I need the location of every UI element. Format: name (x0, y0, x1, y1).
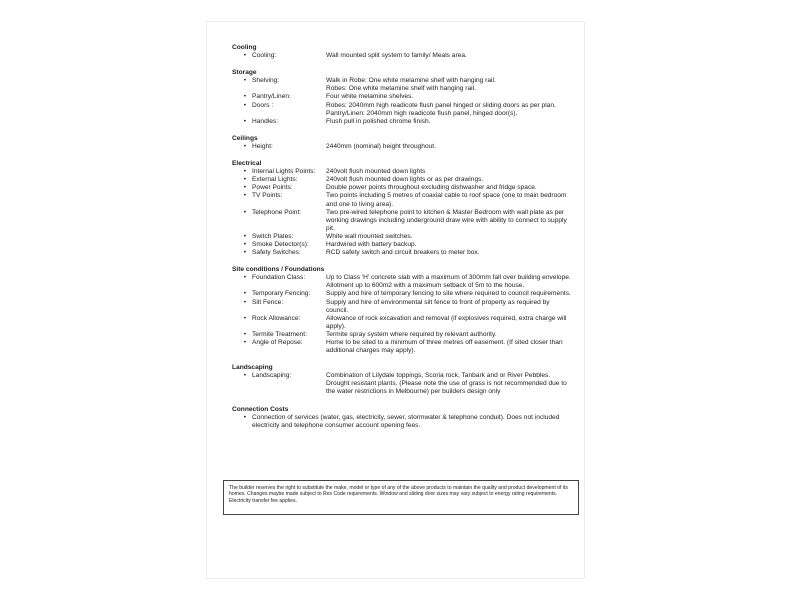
spec-value: Supply and hire of temporary fencing to site where required to council requirements. (326, 290, 571, 298)
spec-value: Termite spray system where required by relevant authority. (326, 330, 497, 338)
spec-row (232, 143, 572, 151)
spec-value: Home to be sited to a minimum of three metres off easement. (If sited closer than additional charges may apply). (326, 339, 563, 355)
spec-value: Two points including 5 metres of coaxial cable to roof space (one to main bedroom and one to living area). (326, 192, 567, 208)
spec-label: External Lights: (252, 176, 298, 184)
bullet-icon: • (243, 372, 246, 380)
bullet-icon: • (243, 314, 246, 322)
spec-row (232, 274, 572, 290)
bullet-icon: • (243, 93, 246, 101)
spec-row (232, 168, 572, 176)
spec-row (232, 241, 572, 249)
spec-value: White wall mounted switches. (326, 232, 413, 240)
spec-value: Allowance of rock excavation and removal (if explosives required, extra charge will apply). (326, 314, 567, 330)
spec-label: Power Points: (252, 184, 293, 192)
spec-row (232, 331, 572, 339)
spec-label: Telephone Point: (252, 208, 302, 216)
spec-label: TV Points: (252, 192, 283, 200)
spec-value: Two pre-wired telephone point to kitchen & Master Bedroom with wall plate as per working drawings including underground draw wire with ability to connect to supply pit. (326, 208, 567, 232)
bullet-icon: • (243, 274, 246, 282)
bullet-icon: • (243, 176, 246, 184)
spec-value: Wall mounted split system to family/ Meals area. (326, 52, 467, 60)
section-title-site-conditions: Site conditions / Foundations (232, 266, 325, 274)
spec-row (232, 102, 572, 118)
bullet-icon: • (243, 101, 246, 109)
spec-label: Safety Switches: (252, 249, 301, 257)
spec-label: Handles: (252, 117, 279, 125)
spec-label: Termite Treatment: (252, 330, 307, 338)
spec-value: Flush pull in polished chrome finish. (326, 117, 431, 125)
section-title-ceilings: Ceilings (232, 134, 258, 142)
spec-value: 240volt flush mounted down lights (326, 168, 426, 176)
spec-row (232, 209, 572, 233)
spec-row (232, 339, 572, 355)
disclaimer-text: The builder reserves the right to substitute the make, model or type of any of the above products to maintain the quality and product development of its homes. Changes maybe made subject to Res Code requirements. Window and sliding door sizes may vary subject to energy rating requirements. Electricity transfer fee applies. (229, 485, 568, 504)
spec-value: Four white melamine shelves. (326, 93, 414, 101)
spec-row (232, 299, 572, 315)
section-title-electrical: Electrical (232, 160, 262, 168)
section-title-connection-costs: Connection Costs (232, 405, 289, 413)
spec-row (232, 233, 572, 241)
spec-row (232, 93, 572, 101)
spec-value: Supply and hire of environmental silt fence to front of property as required by council. (326, 298, 550, 314)
bullet-icon: • (243, 339, 246, 346)
spec-value: Double power points throughout excluding dishwasher and fridge space. (326, 184, 537, 192)
spec-label: Smoke Detector(s): (252, 240, 309, 248)
bullet-icon: • (243, 77, 246, 85)
bullet-icon: • (243, 168, 246, 176)
spec-row (232, 85, 572, 93)
spec-row (232, 52, 572, 60)
bullet-icon: • (243, 249, 246, 257)
spec-value: 2440mm (nominal) height throughout. (326, 142, 436, 150)
spec-content (232, 44, 572, 430)
spec-row (232, 315, 572, 331)
bullet-icon: • (243, 208, 246, 216)
section-title-storage: Storage (232, 69, 257, 77)
spec-label: Silt Fence: (252, 298, 284, 306)
bullet-icon: • (243, 142, 246, 150)
bullet-icon: • (243, 232, 246, 240)
bullet-icon: • (243, 290, 246, 298)
bullet-icon: • (243, 192, 246, 200)
bullet-icon: • (243, 298, 246, 306)
bullet-icon: • (243, 184, 246, 192)
spec-value: Hardwired with battery backup. (326, 240, 417, 248)
spec-row (232, 176, 572, 184)
spec-row (232, 414, 572, 430)
spec-label: Temporary Fencing: (252, 290, 311, 298)
spec-label: Height: (252, 142, 273, 150)
spec-label: Switch Plates: (252, 232, 294, 240)
spec-label: Internal Lights Points: (252, 168, 316, 176)
spec-value: Connection of services (water, gas, electricity, sewer, stormwater & telephone conduit). Does not included electricity and telephone consumer account opening fees. (252, 413, 560, 429)
spec-value: Walk in Robe: One white melamine shelf with hanging rail. (326, 77, 496, 85)
bullet-icon: • (243, 413, 246, 421)
spec-value: Up to Class 'H' concrete slab with a maximum of 300mm fall over building envelope. Allotment up to 600m2 with a maximum setback of 5m to the house. (326, 274, 571, 290)
spec-label: Foundation Class: (252, 274, 306, 282)
spec-label (252, 85, 326, 93)
spec-label: Shelving: (252, 77, 280, 85)
spec-value: 240volt flush mounted down lights or as per drawings. (326, 176, 484, 184)
bullet-icon: • (243, 52, 246, 60)
spec-label: Angle of Repose: (252, 339, 303, 346)
disclaimer-box (223, 480, 579, 515)
spec-value: RCD safety switch and circuit breakers to meter box. (326, 249, 480, 257)
spec-label: Pantry/Linen: (252, 93, 291, 101)
spec-row (232, 77, 572, 85)
spec-value: Robes: One white melamine shelf with hanging rail. (326, 85, 476, 93)
section-title-cooling: Cooling (232, 44, 257, 51)
bullet-icon: • (243, 117, 246, 125)
spec-label: Cooling: (252, 52, 277, 60)
spec-row (232, 118, 572, 126)
bullet-icon: • (243, 240, 246, 248)
section-title-landscaping: Landscaping (232, 364, 273, 372)
spec-row (232, 249, 572, 257)
spec-row (232, 184, 572, 192)
spec-row (232, 192, 572, 208)
spec-label: Doors : (252, 101, 274, 109)
bullet-icon: • (243, 330, 246, 338)
spec-row (232, 290, 572, 298)
spec-value: Robes: 2040mm high readicote flush panel hinged or sliding doors as per plan. Pantry/Linen: 2040mm high readicote flush panel, hinged door(s). (326, 101, 556, 117)
spec-label: Landscaping: (252, 372, 292, 380)
spec-row (232, 372, 572, 396)
spec-value: Combination of Lilydale toppings, Scoria rock, Tanbark and or River Pebbles. Drought resistant plants. (Please note the use of grass is not recommended due to the water restrictions in Melbourne) per builders design only (326, 372, 567, 396)
spec-label: Rock Allowance: (252, 314, 301, 322)
